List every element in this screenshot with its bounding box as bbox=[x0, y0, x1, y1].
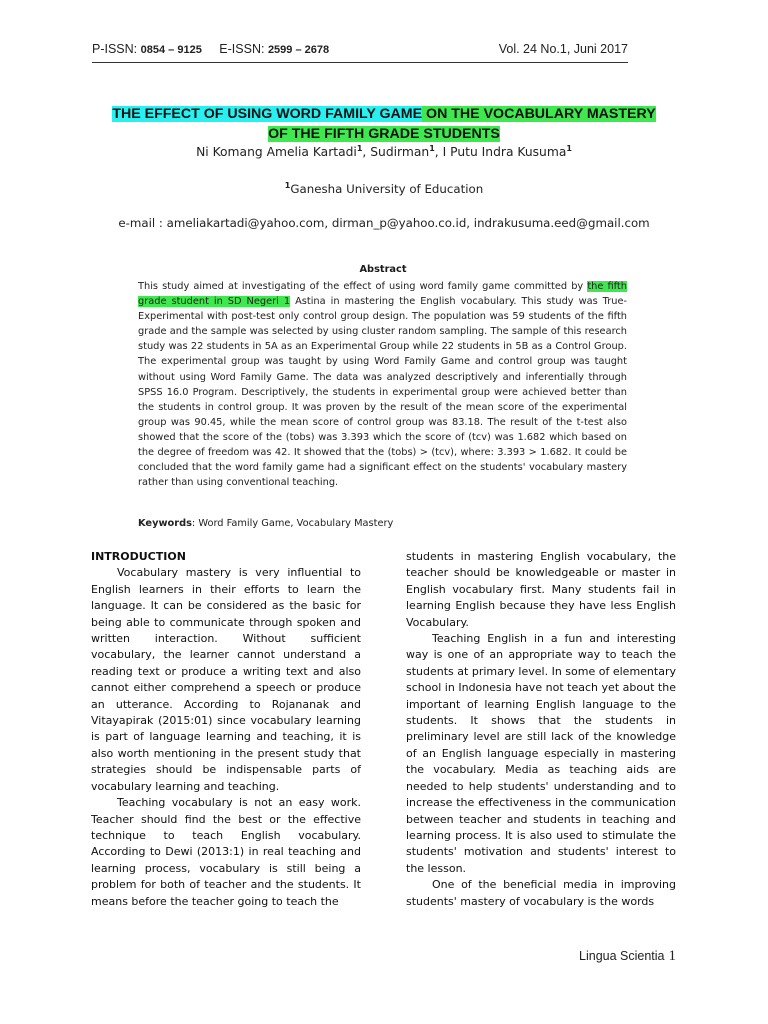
author-2: , Sudirman bbox=[362, 145, 430, 159]
eissn-label: E-ISSN: bbox=[219, 42, 265, 56]
affiliation-marker: 1 bbox=[284, 181, 291, 191]
title-line2: OF THE FIFTH GRADE STUDENTS bbox=[268, 126, 500, 142]
running-footer bbox=[579, 948, 676, 965]
abstract-text-end: Astina in mastering the English vocabulary. This study was True-Experimental with post-test only control group design. The population was 59 students of the fifth grade and the sample was selected by using cluster random sampling. The sample of this research study was 22 students in 5A as an Experimental Group while 22 students in 5B as a Control Group. The experimental group was taught by using Word Family Game and control group was taught without using Word Family Game. The data was analyzed descriptively and inferentially through SPSS 16.0 Program. Descriptively, the students in experimental group were achieved better than the students in control group. It was proven by the result of the mean score of the experimental group was 90.45, while the mean score of control group was 83.18. The result of the t-test also showed that the score of the (tobs) was 3.393 which the score of (tcv) was 1.682 which based on the degree of freedom was 42. It showed that the (tobs) > (tcv), where: 3.393 > 1.682. It could be concluded that the word family game had a significant effect on the students' vocabulary mastery rather than using conventional teaching. bbox=[138, 296, 628, 489]
keywords-label: Keywords bbox=[138, 518, 192, 529]
paragraph: students in mastering English vocabulary, the teacher should be knowledgeable or master in English vocabulary first. Many students fail in learning English because they have less English Vocabulary. bbox=[406, 550, 676, 629]
keywords bbox=[138, 518, 628, 529]
running-header bbox=[92, 42, 628, 56]
left-column bbox=[91, 549, 361, 910]
abstract-highlight: the fifth grade student in SD Negeri 1 bbox=[138, 281, 627, 308]
abstract-heading: Abstract bbox=[359, 264, 407, 275]
paper-title bbox=[70, 104, 698, 144]
author-list bbox=[60, 145, 708, 159]
affiliation-name: Ganesha University of Education bbox=[290, 182, 484, 196]
keywords-value: : Word Family Game, Vocabulary Mastery bbox=[191, 518, 394, 529]
page-number: 1 bbox=[668, 948, 676, 964]
paragraph: Teaching vocabulary is not an easy work. Teacher should find the best or the effective technique to teach English vocabulary. According to Dewi (2013:1) in real teaching and learning process, vocabulary is still being a problem for both of teacher and the students. It means before the teacher going to teach the bbox=[91, 796, 361, 908]
author-3-affil: 1 bbox=[566, 143, 572, 153]
author-1-affil: 1 bbox=[356, 143, 363, 153]
title-highlight-cyan: THE EFFECT OF USING WORD FAMILY GAME bbox=[112, 106, 423, 122]
abstract-body bbox=[138, 279, 627, 490]
right-column bbox=[406, 549, 676, 910]
header-rule bbox=[92, 62, 628, 63]
paragraph: Teaching English in a fun and interesting way is one of an appropriate way to teach the students at primary level. In some of elementary school in Indonesia have not teach yet about the important of learning English language to the students. It shows that the students in preliminary level are still lack of the knowledge of an English language especially in mastering the vocabulary. Media as teaching aids are needed to help students' understanding and to increase the effectiveness in the communication between teacher and students in teaching and learning process. It is also used to stimulate the students' motivation and students' interest to the lesson. bbox=[406, 632, 676, 875]
pissn-value: 0854 – 9125 bbox=[140, 44, 202, 56]
affiliation bbox=[60, 182, 708, 196]
paragraph: Vocabulary mastery is very influential to English learners in their efforts to learn the language. It can be considered as the basic for being able to communicate through spoken and written interaction. Without sufficient vocabulary, the learner cannot understand a reading text or produce a writing text and also cannot either comprehend a speech or produce an utterance. According to Rojananak and Vitayapirak (2015:01) since vocabulary learning is part of language learning and teaching, it is also worth mentioning in the present study that strategies should be indispensable parts of vocabulary learning and teaching. bbox=[91, 566, 361, 793]
author-1: Ni Komang Amelia Kartadi bbox=[196, 145, 357, 159]
volume-info: Vol. 24 No.1, Juni 2017 bbox=[498, 42, 628, 56]
journal-name: Lingua Scientia bbox=[579, 949, 665, 963]
author-emails: e-mail : ameliakartadi@yahoo.com, dirman_p@yahoo.co.id, indrakusuma.eed@gmail.com bbox=[118, 216, 650, 230]
title-highlight-green: ON THE VOCABULARY MASTERY bbox=[422, 106, 656, 122]
paragraph: One of the beneficial media in improving students' mastery of vocabulary is the words bbox=[406, 878, 676, 908]
section-heading-introduction: INTRODUCTION bbox=[91, 550, 186, 563]
eissn-value: 2599 – 2678 bbox=[267, 44, 330, 56]
author-2-affil: 1 bbox=[429, 143, 435, 153]
pissn-label: P-ISSN: bbox=[92, 42, 138, 56]
abstract-text-start: This study aimed at investigating of the effect of using word family game committed by bbox=[138, 281, 588, 292]
issn-info bbox=[92, 42, 329, 56]
author-3: , I Putu Indra Kusuma bbox=[434, 145, 567, 159]
